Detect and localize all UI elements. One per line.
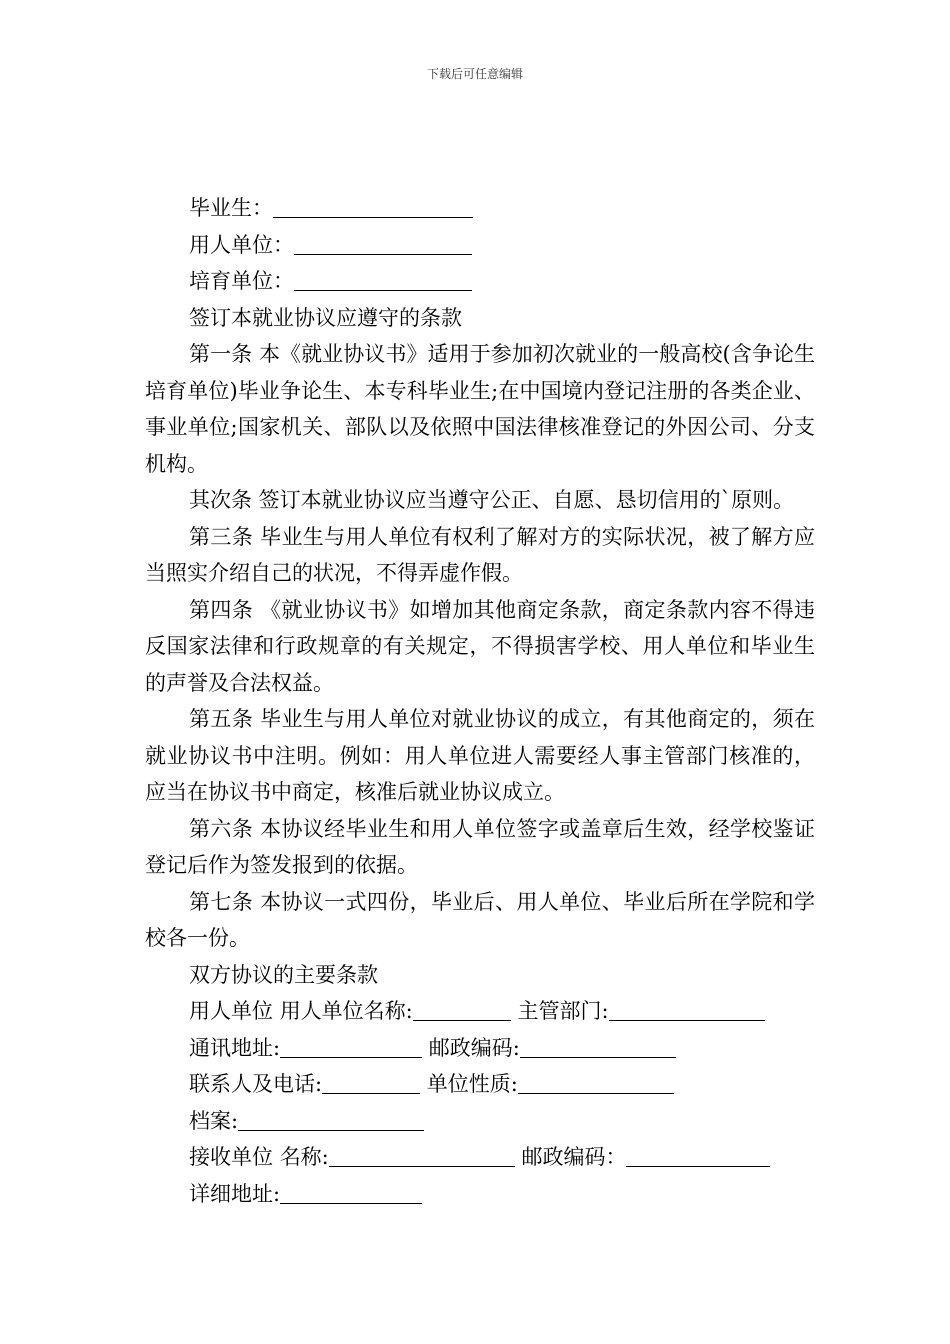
article-5: 第五条 毕业生与用人单位对就业协议的成立，有其他商定的，须在就业协议书中注明。例如：用人单位进人需要经人事主管部门核准的，应当在协议书中商定，核准后就业协议成立。 — [145, 707, 815, 804]
archive-blank[interactable] — [238, 1108, 424, 1131]
contact-blank[interactable] — [322, 1071, 420, 1094]
contact-label: 联系人及电话: — [189, 1072, 323, 1096]
article-3: 第三条 毕业生与用人单位有权利了解对方的实际状况，被了解方应当照实介绍自己的状况，不得弄虚作假。 — [145, 524, 815, 585]
employer-signature-line — [145, 227, 815, 264]
detail-address-label: 详细地址: — [189, 1181, 281, 1206]
unit-nature-blank[interactable] — [518, 1071, 674, 1094]
department-label: 主管部门: — [517, 999, 609, 1023]
main-terms-heading: 双方协议的主要条款 — [189, 962, 378, 987]
terms-heading: 签订本就业协议应遵守的条款 — [189, 305, 462, 330]
graduate-label: 毕业生： — [189, 196, 273, 220]
article-7: 第七条 本协议一式四份，毕业后、用人单位、毕业后所在学院和学校各一份。 — [145, 889, 815, 950]
article-1: 第一条 本《就业协议书》适用于参加初次就业的一般高校(含争论生培育单位)毕业争论生、本专科毕业生;在中国境内登记注册的各类企业、事业单位;国家机关、部队以及依照中国法律核准登记的外因公司、分支机构。 — [145, 342, 815, 476]
archive-label: 档案: — [189, 1108, 239, 1133]
contact-line — [145, 1066, 815, 1103]
training-unit-blank[interactable] — [294, 268, 472, 291]
training-unit-label: 培育单位： — [189, 269, 294, 293]
detail-address-line — [145, 1176, 815, 1213]
employer-blank[interactable] — [294, 232, 472, 255]
postcode-blank[interactable] — [520, 1035, 676, 1058]
employer-label: 用人单位： — [189, 232, 294, 257]
employer-info-line — [145, 993, 815, 1030]
department-blank[interactable] — [609, 998, 765, 1021]
address-label: 通讯地址: — [189, 1035, 281, 1060]
archive-line — [145, 1103, 815, 1140]
receiver-prefix: 接收单位 — [189, 1145, 280, 1169]
graduate-signature-line — [145, 190, 815, 227]
receiver-line — [145, 1139, 815, 1176]
article-2: 其次条 签订本就业协议应当遵守公正、自愿、恳切信用的`原则。 — [189, 488, 795, 512]
page-header-note: 下载后可任意编辑 — [426, 67, 523, 81]
receiver-name-blank[interactable] — [329, 1144, 515, 1167]
employer-name-label: 用人单位名称: — [279, 999, 413, 1023]
unit-nature-label: 单位性质: — [426, 1072, 518, 1096]
employer-prefix: 用人单位 — [189, 999, 280, 1023]
postcode-label: 邮政编码: — [428, 1035, 520, 1060]
article-6: 第六条 本协议经毕业生和用人单位签字或盖章后生效，经学校鉴证登记后作为签发报到的依据。 — [145, 816, 815, 877]
receiver-postcode-label: 邮政编码： — [521, 1145, 627, 1169]
employer-name-blank[interactable] — [413, 998, 511, 1021]
receiver-name-label: 名称: — [279, 1145, 329, 1169]
address-blank[interactable] — [280, 1035, 422, 1058]
article-4: 第四条 《就业协议书》如增加其他商定条款，商定条款内容不得违反国家法律和行政规章的有关规定，不得损害学校、用人单位和毕业生的声誉及合法权益。 — [145, 597, 815, 695]
graduate-blank[interactable] — [273, 195, 473, 218]
detail-address-blank[interactable] — [280, 1181, 422, 1204]
receiver-postcode-blank[interactable] — [626, 1144, 770, 1167]
training-unit-signature-line — [145, 263, 815, 300]
address-line — [145, 1030, 815, 1067]
document-body — [145, 190, 815, 1212]
